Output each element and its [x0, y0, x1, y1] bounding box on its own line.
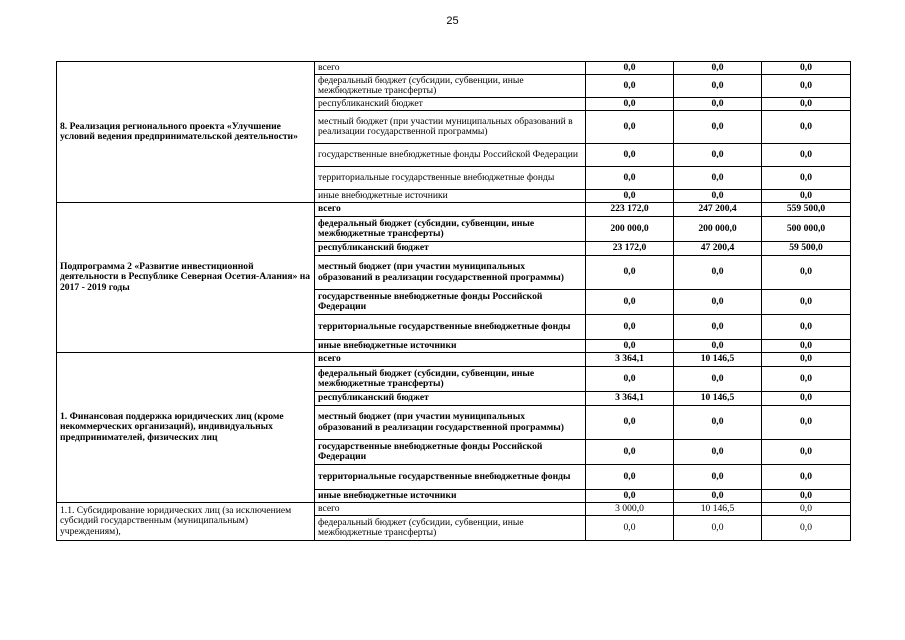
value-2018: 0,0: [674, 98, 762, 111]
source-cell: федеральный бюджет (субсидии, субвенции, иные межбюджетные трансферты): [315, 75, 586, 98]
value-2017: 0,0: [586, 256, 674, 290]
source-cell: республиканский бюджет: [315, 392, 586, 406]
source-cell: государственные внебюджетные фонды Российской Федерации: [315, 144, 586, 167]
value-2017: 0,0: [586, 167, 674, 190]
value-2019: 0,0: [762, 144, 851, 167]
value-2017: 3 364,1: [586, 353, 674, 367]
value-2018: 200 000,0: [674, 217, 762, 242]
source-cell: всего: [315, 203, 586, 217]
value-2018: 0,0: [674, 490, 762, 503]
source-cell: федеральный бюджет (субсидии, субвенции, иные межбюджетные трансферты): [315, 367, 586, 392]
value-2018: 0,0: [674, 290, 762, 315]
value-2017: 0,0: [586, 62, 674, 75]
value-2017: 0,0: [586, 340, 674, 353]
value-2019: 559 500,0: [762, 203, 851, 217]
value-2018: 0,0: [674, 144, 762, 167]
source-cell: местный бюджет (при участии муниципальных образований в реализации государственной программы): [315, 111, 586, 144]
value-2018: 10 146,5: [674, 353, 762, 367]
value-2018: 0,0: [674, 406, 762, 440]
value-2019: 0,0: [762, 190, 851, 203]
table-row: [57, 353, 851, 367]
value-2017: 0,0: [586, 144, 674, 167]
value-2017: 23 172,0: [586, 242, 674, 256]
source-cell: республиканский бюджет: [315, 242, 586, 256]
source-cell: федеральный бюджет (субсидии, субвенции, иные межбюджетные трансферты): [315, 516, 586, 541]
value-2018: 0,0: [674, 111, 762, 144]
value-2017: 0,0: [586, 406, 674, 440]
value-2018: 0,0: [674, 367, 762, 392]
value-2018: 0,0: [674, 340, 762, 353]
source-cell: иные внебюджетные источники: [315, 490, 586, 503]
value-2018: 0,0: [674, 167, 762, 190]
value-2017: 0,0: [586, 98, 674, 111]
source-cell: всего: [315, 62, 586, 75]
value-2018: 47 200,4: [674, 242, 762, 256]
value-2019: 0,0: [762, 353, 851, 367]
table-row: [57, 203, 851, 217]
value-2019: 0,0: [762, 367, 851, 392]
value-2018: 0,0: [674, 440, 762, 465]
program-cell: Подпрограмма 2 «Развитие инвестиционной деятельности в Республике Северная Осетия-Алания» на 2017 - 2019 годы: [57, 203, 315, 353]
value-2017: 0,0: [586, 315, 674, 340]
program-cell: 8. Реализация регионального проекта «Улучшение условий ведения предпринимательской деятельности»: [57, 62, 315, 203]
value-2017: 0,0: [586, 367, 674, 392]
value-2017: 0,0: [586, 465, 674, 490]
value-2019: 0,0: [762, 490, 851, 503]
value-2019: 500 000,0: [762, 217, 851, 242]
source-cell: всего: [315, 353, 586, 367]
value-2018: 247 200,4: [674, 203, 762, 217]
source-cell: местный бюджет (при участии муниципальных образований в реализации государственной программы): [315, 406, 586, 440]
table-row: [57, 62, 851, 75]
page-number: 25: [446, 15, 459, 27]
value-2019: 0,0: [762, 440, 851, 465]
value-2018: 0,0: [674, 190, 762, 203]
value-2018: 10 146,5: [674, 392, 762, 406]
budget-table: [56, 61, 851, 541]
source-cell: территориальные государственные внебюджетные фонды: [315, 315, 586, 340]
value-2018: 0,0: [674, 465, 762, 490]
value-2019: 0,0: [762, 75, 851, 98]
source-cell: всего: [315, 503, 586, 516]
value-2018: 0,0: [674, 315, 762, 340]
source-cell: местный бюджет (при участии муниципальных образований в реализации государственной программы): [315, 256, 586, 290]
value-2019: 0,0: [762, 290, 851, 315]
value-2019: 0,0: [762, 503, 851, 516]
value-2017: 223 172,0: [586, 203, 674, 217]
value-2019: 0,0: [762, 167, 851, 190]
source-cell: государственные внебюджетные фонды Российской Федерации: [315, 290, 586, 315]
value-2018: 10 146,5: [674, 503, 762, 516]
value-2019: 0,0: [762, 465, 851, 490]
value-2018: 0,0: [674, 516, 762, 541]
source-cell: иные внебюджетные источники: [315, 340, 586, 353]
value-2017: 0,0: [586, 440, 674, 465]
value-2017: 0,0: [586, 190, 674, 203]
program-cell: 1. Финансовая поддержка юридических лиц (кроме некоммерческих организаций), индивидуальных предпринимателей, физических лиц: [57, 353, 315, 503]
source-cell: иные внебюджетные источники: [315, 190, 586, 203]
value-2019: 0,0: [762, 315, 851, 340]
value-2017: 3 364,1: [586, 392, 674, 406]
source-cell: республиканский бюджет: [315, 98, 586, 111]
value-2018: 0,0: [674, 62, 762, 75]
value-2019: 0,0: [762, 98, 851, 111]
value-2019: 0,0: [762, 111, 851, 144]
value-2017: 0,0: [586, 111, 674, 144]
value-2019: 0,0: [762, 256, 851, 290]
value-2017: 0,0: [586, 290, 674, 315]
table-row: [57, 503, 851, 516]
value-2019: 0,0: [762, 62, 851, 75]
source-cell: федеральный бюджет (субсидии, субвенции, иные межбюджетные трансферты): [315, 217, 586, 242]
value-2017: 200 000,0: [586, 217, 674, 242]
value-2019: 0,0: [762, 406, 851, 440]
value-2017: 0,0: [586, 75, 674, 98]
value-2017: 0,0: [586, 516, 674, 541]
value-2017: 0,0: [586, 490, 674, 503]
value-2019: 59 500,0: [762, 242, 851, 256]
value-2019: 0,0: [762, 516, 851, 541]
source-cell: территориальные государственные внебюджетные фонды: [315, 465, 586, 490]
value-2019: 0,0: [762, 340, 851, 353]
value-2017: 3 000,0: [586, 503, 674, 516]
source-cell: территориальные государственные внебюджетные фонды: [315, 167, 586, 190]
value-2018: 0,0: [674, 75, 762, 98]
program-cell: 1.1. Субсидирование юридических лиц (за исключением субсидий государственным (муниципальным) учреждениям),: [57, 503, 315, 541]
source-cell: государственные внебюджетные фонды Российской Федерации: [315, 440, 586, 465]
value-2019: 0,0: [762, 392, 851, 406]
value-2018: 0,0: [674, 256, 762, 290]
